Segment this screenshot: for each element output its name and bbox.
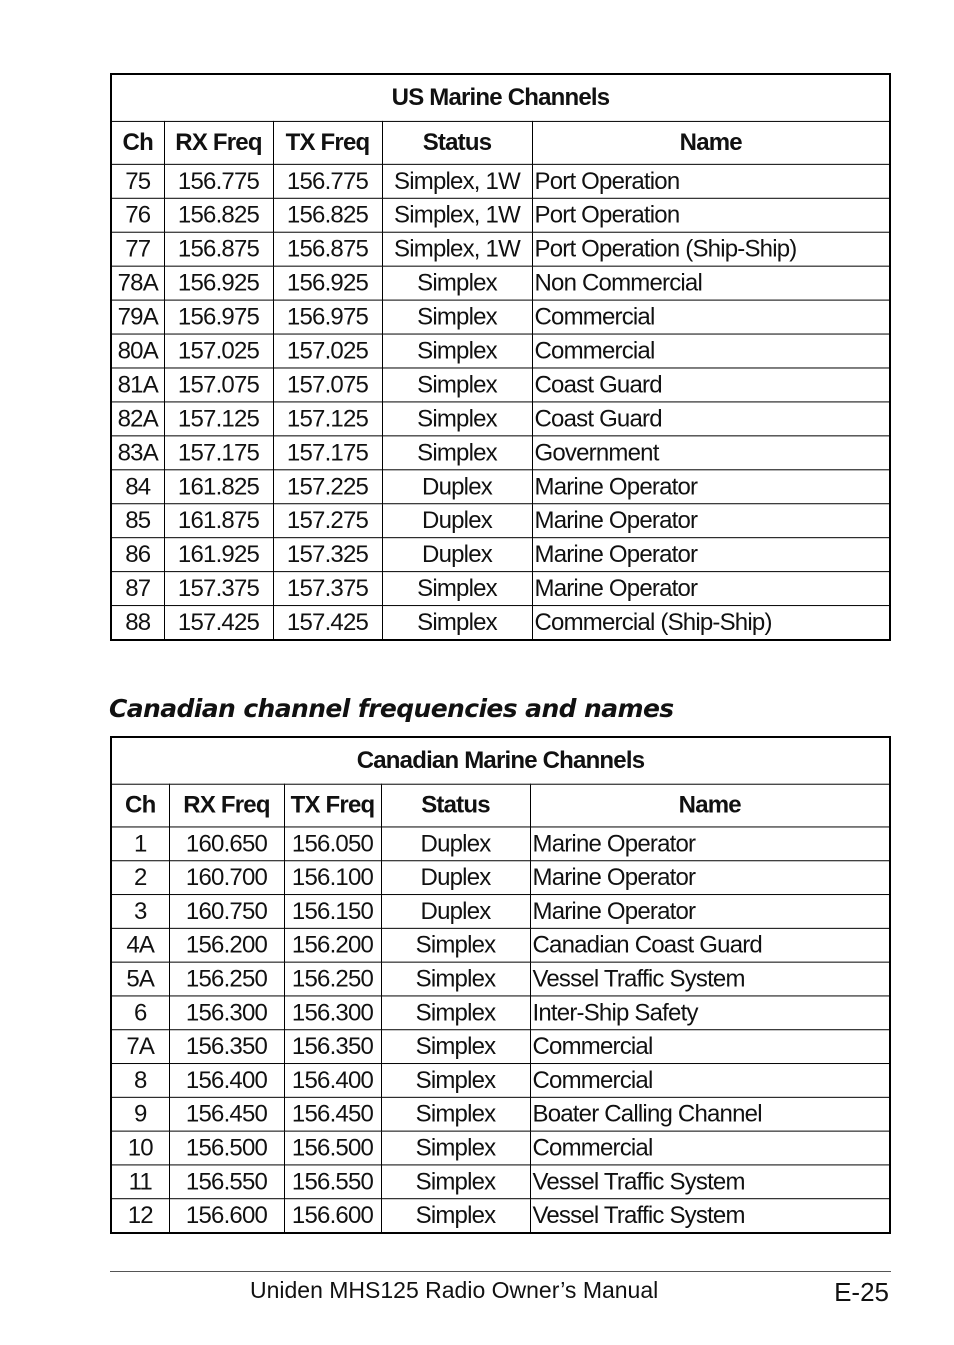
- rx-freq-cell: 157.375: [164, 572, 273, 606]
- rx-freq-cell: 157.125: [164, 402, 273, 436]
- channel-cell: 78A: [111, 266, 164, 300]
- channel-cell: 5A: [111, 962, 169, 996]
- status-cell: Duplex: [381, 827, 530, 861]
- rx-freq-cell: 157.025: [164, 334, 273, 368]
- status-cell: Simplex, 1W: [382, 198, 532, 232]
- tx-freq-cell: 156.100: [284, 861, 381, 895]
- status-cell: Simplex: [381, 1064, 530, 1098]
- status-cell: Simplex: [382, 334, 532, 368]
- status-cell: Duplex: [382, 538, 532, 572]
- rx-freq-cell: 156.500: [169, 1131, 284, 1165]
- status-cell: Simplex: [382, 572, 532, 606]
- name-cell: Vessel Traffic System: [530, 1165, 890, 1199]
- status-cell: Simplex: [381, 928, 530, 962]
- table-row: [111, 1165, 890, 1199]
- channel-cell: 77: [111, 232, 164, 266]
- channel-cell: 2: [111, 861, 169, 895]
- status-cell: Duplex: [382, 470, 532, 504]
- channel-cell: 9: [111, 1097, 169, 1131]
- channel-cell: 87: [111, 572, 164, 606]
- status-cell: Simplex: [382, 402, 532, 436]
- name-cell: Port Operation: [532, 164, 890, 198]
- channel-cell: 11: [111, 1165, 169, 1199]
- tx-freq-cell: 157.325: [273, 538, 382, 572]
- rx-freq-cell: 156.300: [169, 996, 284, 1030]
- status-cell: Simplex: [381, 1199, 530, 1233]
- tx-freq-cell: 156.975: [273, 300, 382, 334]
- tx-freq-cell: 157.425: [273, 606, 382, 640]
- rx-freq-cell: 161.925: [164, 538, 273, 572]
- rx-freq-cell: 156.600: [169, 1199, 284, 1233]
- column-header: Status: [382, 121, 532, 164]
- table-row: [111, 827, 890, 861]
- name-cell: Commercial (Ship-Ship): [532, 606, 890, 640]
- status-cell: Simplex: [381, 962, 530, 996]
- name-cell: Port Operation: [532, 198, 890, 232]
- table-row: [111, 996, 890, 1030]
- name-cell: Marine Operator: [532, 470, 890, 504]
- name-cell: Vessel Traffic System: [530, 1199, 890, 1233]
- status-cell: Simplex: [382, 368, 532, 402]
- rx-freq-cell: 156.350: [169, 1030, 284, 1064]
- table-row: [111, 895, 890, 929]
- table-header-row: [111, 784, 890, 827]
- rx-freq-cell: 157.425: [164, 606, 273, 640]
- canadian-marine-channels-table: [110, 736, 891, 1234]
- rx-freq-cell: 156.825: [164, 198, 273, 232]
- channel-cell: 75: [111, 164, 164, 198]
- table-row: [111, 861, 890, 895]
- tx-freq-cell: 156.825: [273, 198, 382, 232]
- tx-freq-cell: 156.875: [273, 232, 382, 266]
- channel-cell: 82A: [111, 402, 164, 436]
- status-cell: Duplex: [381, 895, 530, 929]
- column-header: TX Freq: [284, 784, 381, 827]
- tx-freq-cell: 157.225: [273, 470, 382, 504]
- table-body: [111, 827, 890, 1233]
- tx-freq-cell: 156.550: [284, 1165, 381, 1199]
- rx-freq-cell: 156.400: [169, 1064, 284, 1098]
- rx-freq-cell: 160.750: [169, 895, 284, 929]
- column-header: TX Freq: [273, 121, 382, 164]
- us-marine-channels-table: [110, 73, 891, 641]
- channel-cell: 6: [111, 996, 169, 1030]
- name-cell: Marine Operator: [532, 572, 890, 606]
- rx-freq-cell: 156.250: [169, 962, 284, 996]
- rx-freq-cell: 156.200: [169, 928, 284, 962]
- tx-freq-cell: 157.025: [273, 334, 382, 368]
- table-row: [111, 1199, 890, 1233]
- status-cell: Simplex: [382, 300, 532, 334]
- status-cell: Simplex, 1W: [382, 164, 532, 198]
- name-cell: Boater Calling Channel: [530, 1097, 890, 1131]
- tx-freq-cell: 157.175: [273, 436, 382, 470]
- table-row: [111, 538, 890, 572]
- column-header: Status: [381, 784, 530, 827]
- name-cell: Coast Guard: [532, 368, 890, 402]
- table-row: [111, 436, 890, 470]
- status-cell: Simplex, 1W: [382, 232, 532, 266]
- tx-freq-cell: 156.500: [284, 1131, 381, 1165]
- table-row: [111, 504, 890, 538]
- tx-freq-cell: 156.300: [284, 996, 381, 1030]
- name-cell: Marine Operator: [532, 538, 890, 572]
- column-header: Ch: [111, 784, 169, 827]
- status-cell: Simplex: [382, 436, 532, 470]
- rx-freq-cell: 157.075: [164, 368, 273, 402]
- tx-freq-cell: 156.200: [284, 928, 381, 962]
- channel-cell: 1: [111, 827, 169, 861]
- channel-cell: 12: [111, 1199, 169, 1233]
- table-row: [111, 402, 890, 436]
- tx-freq-cell: 157.125: [273, 402, 382, 436]
- tx-freq-cell: 156.350: [284, 1030, 381, 1064]
- channel-cell: 88: [111, 606, 164, 640]
- name-cell: Canadian Coast Guard: [530, 928, 890, 962]
- table-title: Canadian Marine Channels: [111, 737, 890, 784]
- tx-freq-cell: 157.375: [273, 572, 382, 606]
- table-row: [111, 1064, 890, 1098]
- tx-freq-cell: 156.600: [284, 1199, 381, 1233]
- table-row: [111, 368, 890, 402]
- status-cell: Simplex: [381, 1165, 530, 1199]
- rx-freq-cell: 160.650: [169, 827, 284, 861]
- rx-freq-cell: 156.450: [169, 1097, 284, 1131]
- status-cell: Duplex: [382, 504, 532, 538]
- table-row: [111, 1030, 890, 1064]
- table-row: [111, 1097, 890, 1131]
- status-cell: Simplex: [382, 266, 532, 300]
- rx-freq-cell: 160.700: [169, 861, 284, 895]
- status-cell: Simplex: [381, 996, 530, 1030]
- tx-freq-cell: 156.925: [273, 266, 382, 300]
- status-cell: Simplex: [381, 1030, 530, 1064]
- table-title: US Marine Channels: [111, 74, 890, 121]
- footer-divider: [110, 1271, 891, 1272]
- name-cell: Marine Operator: [530, 827, 890, 861]
- channel-cell: 80A: [111, 334, 164, 368]
- channel-cell: 76: [111, 198, 164, 232]
- channel-cell: 83A: [111, 436, 164, 470]
- rx-freq-cell: 157.175: [164, 436, 273, 470]
- name-cell: Commercial: [532, 334, 890, 368]
- table-row: [111, 300, 890, 334]
- table-row: [111, 232, 890, 266]
- name-cell: Coast Guard: [532, 402, 890, 436]
- channel-cell: 84: [111, 470, 164, 504]
- name-cell: Commercial: [530, 1030, 890, 1064]
- name-cell: Port Operation (Ship-Ship): [532, 232, 890, 266]
- table-body: [111, 164, 890, 640]
- name-cell: Commercial: [530, 1064, 890, 1098]
- column-header: RX Freq: [164, 121, 273, 164]
- table-row: [111, 962, 890, 996]
- table-row: [111, 164, 890, 198]
- channel-cell: 79A: [111, 300, 164, 334]
- table-row: [111, 1131, 890, 1165]
- channel-cell: 4A: [111, 928, 169, 962]
- name-cell: Inter-Ship Safety: [530, 996, 890, 1030]
- name-cell: Government: [532, 436, 890, 470]
- name-cell: Commercial: [532, 300, 890, 334]
- rx-freq-cell: 161.825: [164, 470, 273, 504]
- table-header-row: [111, 121, 890, 164]
- status-cell: Simplex: [381, 1097, 530, 1131]
- rx-freq-cell: 156.975: [164, 300, 273, 334]
- channel-cell: 81A: [111, 368, 164, 402]
- tx-freq-cell: 156.775: [273, 164, 382, 198]
- channel-cell: 10: [111, 1131, 169, 1165]
- table-row: [111, 606, 890, 640]
- column-header: RX Freq: [169, 784, 284, 827]
- table-row: [111, 470, 890, 504]
- tx-freq-cell: 156.400: [284, 1064, 381, 1098]
- status-cell: Simplex: [382, 606, 532, 640]
- tx-freq-cell: 157.275: [273, 504, 382, 538]
- section-heading: Canadian channel frequencies and names: [109, 694, 674, 723]
- tx-freq-cell: 156.150: [284, 895, 381, 929]
- tx-freq-cell: 156.050: [284, 827, 381, 861]
- channel-cell: 86: [111, 538, 164, 572]
- status-cell: Duplex: [381, 861, 530, 895]
- name-cell: Marine Operator: [530, 861, 890, 895]
- channel-cell: 85: [111, 504, 164, 538]
- footer-manual-title: Uniden MHS125 Radio Owner’s Manual: [250, 1277, 659, 1303]
- rx-freq-cell: 156.875: [164, 232, 273, 266]
- name-cell: Vessel Traffic System: [530, 962, 890, 996]
- name-cell: Marine Operator: [532, 504, 890, 538]
- rx-freq-cell: 156.550: [169, 1165, 284, 1199]
- channel-cell: 7A: [111, 1030, 169, 1064]
- table-row: [111, 266, 890, 300]
- tx-freq-cell: 156.250: [284, 962, 381, 996]
- tx-freq-cell: 156.450: [284, 1097, 381, 1131]
- channel-cell: 8: [111, 1064, 169, 1098]
- rx-freq-cell: 161.875: [164, 504, 273, 538]
- page-number: E-25: [834, 1277, 889, 1307]
- channel-cell: 3: [111, 895, 169, 929]
- table-row: [111, 198, 890, 232]
- table-row: [111, 334, 890, 368]
- name-cell: Non Commercial: [532, 266, 890, 300]
- column-header: Name: [532, 121, 890, 164]
- name-cell: Commercial: [530, 1131, 890, 1165]
- table-row: [111, 572, 890, 606]
- table-row: [111, 928, 890, 962]
- column-header: Ch: [111, 121, 164, 164]
- rx-freq-cell: 156.925: [164, 266, 273, 300]
- status-cell: Simplex: [381, 1131, 530, 1165]
- tx-freq-cell: 157.075: [273, 368, 382, 402]
- rx-freq-cell: 156.775: [164, 164, 273, 198]
- name-cell: Marine Operator: [530, 895, 890, 929]
- column-header: Name: [530, 784, 890, 827]
